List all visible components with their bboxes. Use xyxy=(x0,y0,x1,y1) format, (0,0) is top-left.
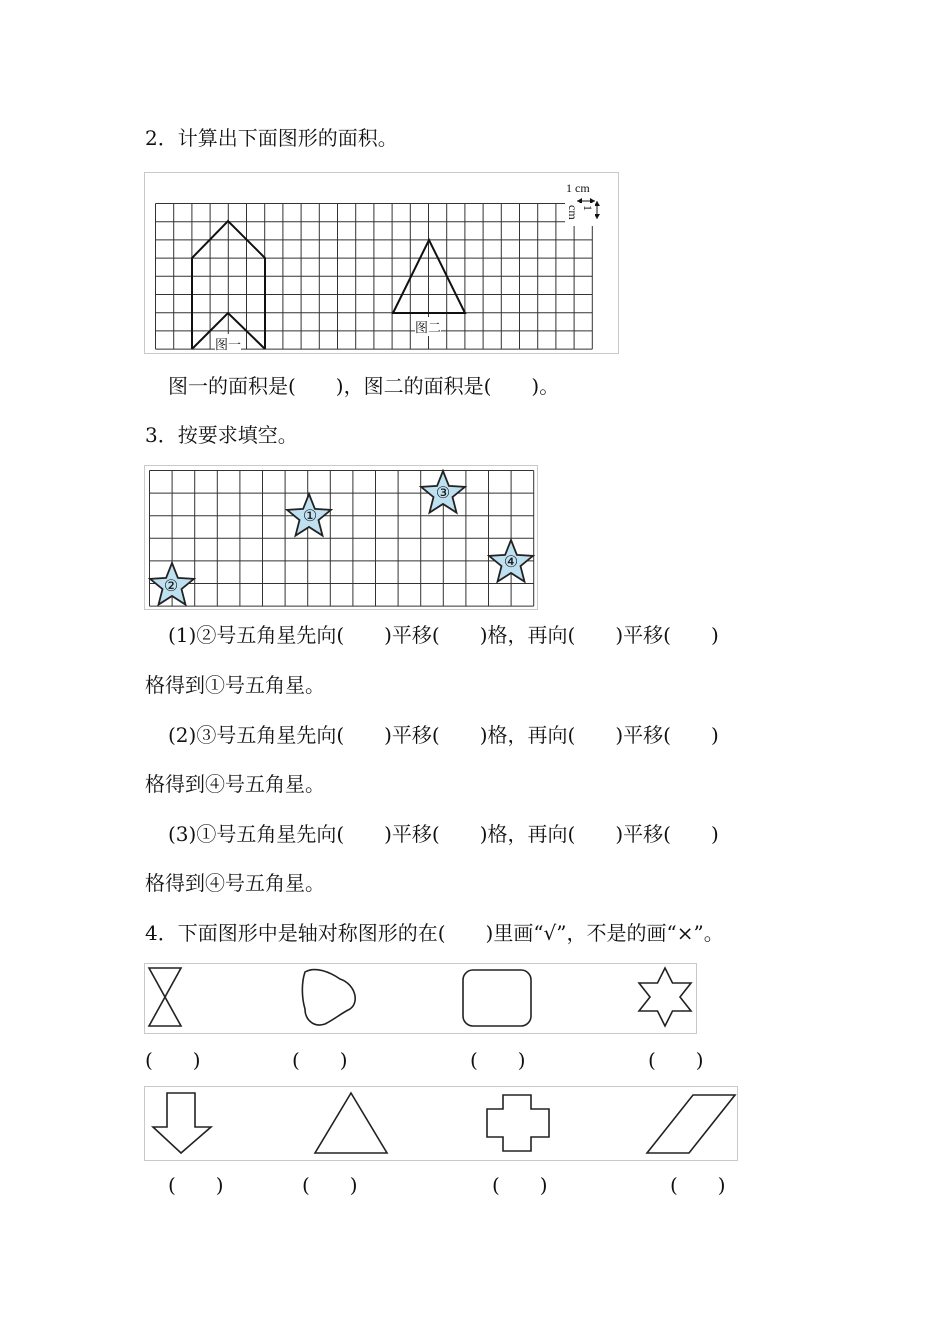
q3-grid-figure xyxy=(144,465,538,610)
q2-grid-svg xyxy=(145,173,618,353)
q4-row2-shapes xyxy=(144,1086,738,1161)
q2-answer-line: 图一的面积是( )，图二的面积是( )。 xyxy=(168,374,560,398)
q3-item2-line1: (2)③号五角星先向( )平移( )格，再向( )平移( ) xyxy=(168,723,719,747)
unit-label-horizontal: 1 cm xyxy=(566,181,590,195)
q2-title: 2．计算出下面图形的面积。 xyxy=(145,126,398,150)
hourglass-icon xyxy=(149,968,181,1026)
answer-blank-4[interactable]: ( ) xyxy=(648,1048,704,1072)
q4-title: 4．下面图形中是轴对称图形的在( )里画“√”，不是的画“×”。 xyxy=(145,921,724,945)
answer-blank-7[interactable]: ( ) xyxy=(492,1173,548,1197)
q4-row1-shapes xyxy=(144,963,697,1034)
rounded-rect-icon xyxy=(463,970,531,1026)
down-arrow-icon xyxy=(153,1093,211,1153)
blob-icon xyxy=(302,970,355,1025)
answer-blank-3[interactable]: ( ) xyxy=(470,1048,526,1072)
q3-item1-line2: 格得到①号五角星。 xyxy=(145,673,325,697)
label-figure-one: 图一 xyxy=(215,334,241,353)
q3-grid-svg xyxy=(145,466,537,609)
q2-grid-figure xyxy=(144,172,619,354)
q3-item2-line2: 格得到④号五角星。 xyxy=(145,772,325,796)
answer-blank-5[interactable]: ( ) xyxy=(168,1173,224,1197)
parallelogram-icon xyxy=(647,1095,735,1153)
q3-item1-line1: (1)②号五角星先向( )平移( )格，再向( )平移( ) xyxy=(168,623,719,647)
answer-blank-2[interactable]: ( ) xyxy=(292,1048,348,1072)
star-label-4: ④ xyxy=(503,552,519,571)
label-figure-two: 图二 xyxy=(415,317,441,336)
star-label-2: ② xyxy=(163,576,179,595)
unit-label-vertical: 1 cm xyxy=(565,203,595,226)
star-label-1: ① xyxy=(302,506,318,525)
answer-blank-8[interactable]: ( ) xyxy=(670,1173,726,1197)
q3-item3-line2: 格得到④号五角星。 xyxy=(145,871,325,895)
cross-icon xyxy=(487,1095,549,1151)
q3-item3-line1: (3)①号五角星先向( )平移( )格，再向( )平移( ) xyxy=(168,822,719,846)
answer-blank-1[interactable]: ( ) xyxy=(145,1048,201,1072)
hexagram-icon xyxy=(639,968,691,1026)
q3-title: 3．按要求填空。 xyxy=(145,423,298,447)
star-label-3: ③ xyxy=(435,483,451,502)
triangle-icon xyxy=(315,1093,387,1153)
answer-blank-6[interactable]: ( ) xyxy=(302,1173,358,1197)
